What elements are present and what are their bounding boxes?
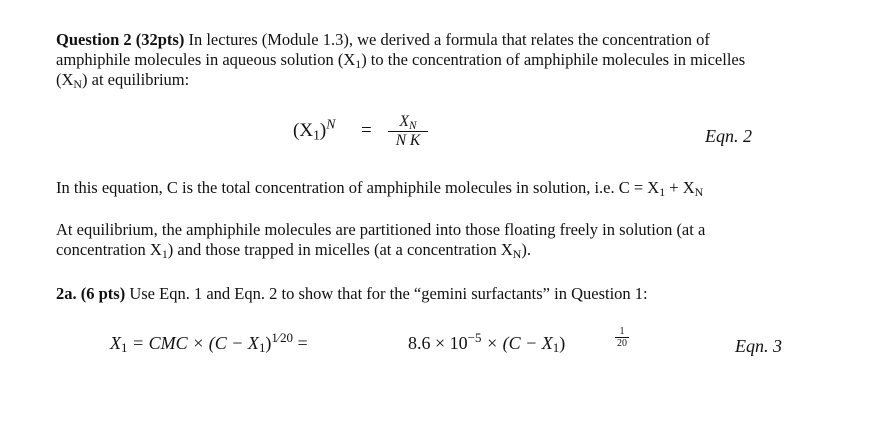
- eqn3-left: $X_1$ = CMC × $(C - X_1)^{1⁄20}$ =: [110, 329, 308, 356]
- eqn3-exponent-fraction: 1 20: [617, 326, 627, 349]
- question-paragraph: [56, 30, 745, 90]
- eqn3-label: Eqn. 3: [735, 336, 782, 356]
- part-2a-label: 2a. (6 pts): [56, 284, 126, 303]
- question-line-3: $(X_N)$ at equilibrium:: [56, 70, 190, 91]
- question-line-1: Question 2 (32pts) In lectures (Module 1.3), we derived a formula that relates the concentration of: [56, 30, 710, 49]
- equilibrium-paragraph: At equilibrium, the amphiphile molecules are partitioned into those floating freely in solution (at a concentration $X_1$) and those trapped in micelles (at a concentration $X_N$).: [56, 220, 706, 261]
- eqn2-lhs: $(X_1)^N$: [293, 116, 336, 143]
- eqn2-denominator: N K: [395, 132, 421, 149]
- eqn2-fraction: [388, 113, 428, 150]
- equilibrium-line-2: concentration $X_1$) and those trapped in micelles (at a concentration $X_N$).: [56, 240, 531, 261]
- eqn2-equals: =: [361, 120, 372, 141]
- part-2a: 2a. (6 pts) Use Eqn. 1 and Eqn. 2 to show that for the “gemini surfactants” in Question 1:: [56, 284, 648, 303]
- question-line-2: amphiphile molecules in aqueous solution $(X_1)$ to the concentration of amphiphile molecules in micelles: [56, 50, 746, 71]
- c-definition: In this equation, C is the total concentration of amphiphile molecules in solution, i.e. $C = X_1 + X_N$: [56, 178, 704, 199]
- eqn3-right: $8.6 \times 10^{-5} \times (C - X_1)$: [408, 329, 566, 356]
- eqn2-numerator: $X_N$: [399, 113, 417, 132]
- question-label: Question 2 (32pts): [56, 30, 185, 49]
- eqn2-label: Eqn. 2: [705, 126, 752, 146]
